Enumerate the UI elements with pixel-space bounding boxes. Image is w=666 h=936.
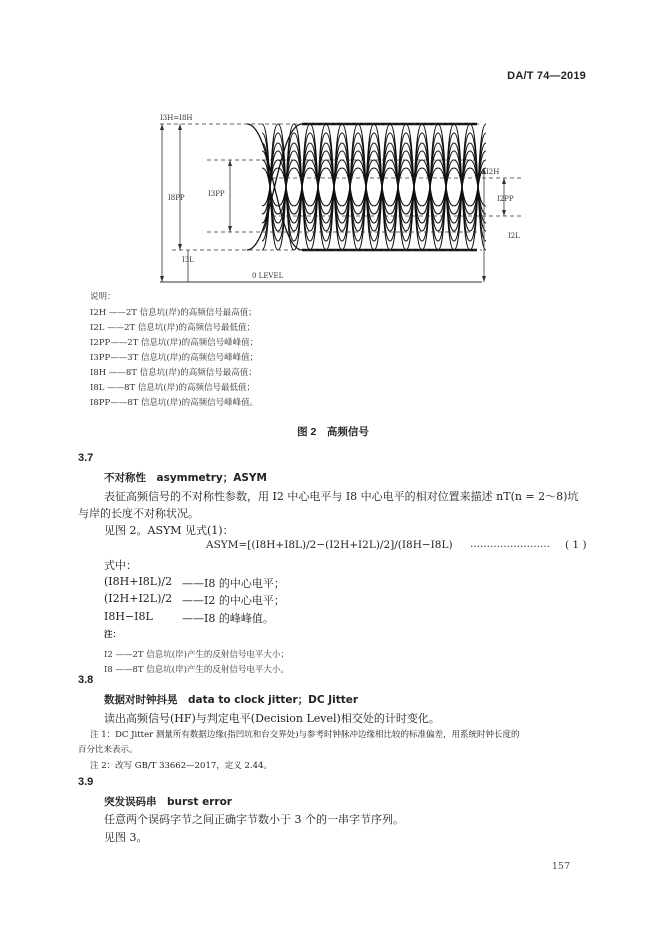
reference-text: 见图 2。ASYM 见式(1)：	[104, 524, 234, 537]
waveform-trace	[406, 168, 422, 206]
where-label: 式中：	[104, 559, 137, 572]
formula-dots: ……………………	[470, 539, 550, 550]
formula: ASYM=[(I8H+I8L)/2−(I2H+I2L)/2]/(I8H−I8L)	[206, 539, 453, 551]
arrowhead	[502, 210, 506, 216]
definition-text: 表征高频信号的不对称性参数，用 I2 中心电平与 I8 中心电平的相对位置来描述 nT(n = 2～8)坑	[104, 490, 579, 503]
arrowhead	[502, 178, 506, 184]
term-heading: 突发误码串 burst error	[104, 796, 232, 808]
page-number: 157	[551, 861, 570, 872]
legend-item: I3PP——3T 信息坑(岸)的高频信号峰峰值；	[90, 353, 259, 363]
waveform-trace	[326, 168, 342, 206]
label-i3h-i8h: I3H=I8H	[160, 114, 193, 122]
legend-item: I8H ——8T 信息坑(岸)的高频信号最高值；	[90, 368, 257, 378]
variable-desc: ——I8 的中心电平；	[182, 577, 285, 590]
arrowhead	[160, 124, 164, 130]
arrowhead	[228, 226, 232, 232]
legend-title: 说明：	[90, 292, 116, 302]
eye-waveforms	[247, 124, 486, 250]
definition-text: 读出高频信号(HF)与判定电平(Decision Level)相交处的计时变化。	[104, 712, 440, 725]
legend-item: I2PP——2T 信息坑(岸)的高频信号峰峰值；	[90, 338, 259, 348]
term-heading: 数据对时钟抖晃 data to clock jitter；DC Jitter	[104, 694, 359, 706]
note-text: I8 ——8T 信息坑(岸)产生的反射信号电平大小。	[104, 665, 289, 675]
definition-text: 任意两个误码字节之间正确字节数小于 3 个的一串字节序列。	[104, 813, 404, 826]
note-label: 注：	[104, 630, 122, 640]
figure-caption: 图 2 高频信号	[297, 426, 369, 438]
legend-item: I8L ——8T 信息坑(岸)的高频信号最低值；	[90, 383, 256, 393]
waveform-trace	[310, 168, 326, 206]
waveform-trace	[262, 168, 278, 206]
waveform-trace	[438, 168, 454, 206]
label-i8pp: I8PP	[168, 194, 185, 202]
arrowhead	[178, 244, 182, 250]
note-text: 注 1：DC Jitter 测量所有数据边缘(指凹坑和台交界处)与参考时钟脉冲边缘相比较的标准偏差，用系统时钟长度的	[90, 730, 520, 740]
arrowhead	[178, 124, 182, 130]
waveform-trace	[358, 168, 374, 206]
note-text: 注 2：改写 GB/T 33662—2017，定义 2.44。	[90, 761, 272, 771]
label-i3l: I3L	[182, 256, 194, 264]
label-i2h: I2H	[486, 168, 500, 176]
waveform-trace	[278, 168, 294, 206]
arrowhead	[228, 160, 232, 166]
legend-item: I8PP——8T 信息坑(岸)的高频信号峰峰值。	[90, 398, 259, 408]
waveform-trace	[374, 168, 390, 206]
section-number: 3.8	[78, 674, 94, 686]
term-heading: 不对称性 asymmetry；ASYM	[104, 472, 267, 484]
variable-desc: ——I8 的峰峰值。	[182, 612, 274, 625]
waveform-trace	[294, 168, 310, 206]
legend-item: I2H ——2T 信息坑(岸)的高频信号最高值；	[90, 308, 257, 318]
label-i2pp: I2PP	[497, 195, 514, 203]
arrowhead	[482, 276, 486, 282]
variable-expr: I8H−I8L	[104, 610, 153, 623]
reference-text: 见图 3。	[104, 831, 148, 844]
variable-expr: (I2H+I2L)/2	[104, 592, 173, 605]
label-zero-level: 0 LEVEL	[252, 272, 284, 280]
note-text: I2 ——2T 信息坑(岸)产生的反射信号电平大小；	[104, 650, 289, 660]
arrowhead	[160, 276, 164, 282]
variable-desc: ——I2 的中心电平；	[182, 594, 285, 607]
legend-item: I2L ——2T 信息坑(岸)的高频信号最低值；	[90, 323, 256, 333]
label-i2l: I2L	[508, 232, 520, 240]
note-text: 百分比来表示。	[78, 745, 138, 755]
label-i3pp: I3PP	[208, 190, 225, 198]
definition-text: 与岸的长度不对称状况。	[78, 507, 199, 520]
waveform-trace	[454, 168, 470, 206]
standard-number: DA/T 74—2019	[507, 70, 586, 82]
variable-expr: (I8H+I8L)/2	[104, 575, 173, 588]
waveform-trace	[342, 168, 358, 206]
eye-diagram-figure	[152, 108, 522, 288]
section-number: 3.9	[78, 776, 94, 788]
equation-number: ( 1 )	[565, 539, 587, 551]
waveform-trace	[422, 168, 438, 206]
waveform-trace	[390, 168, 406, 206]
section-number: 3.7	[78, 452, 94, 464]
